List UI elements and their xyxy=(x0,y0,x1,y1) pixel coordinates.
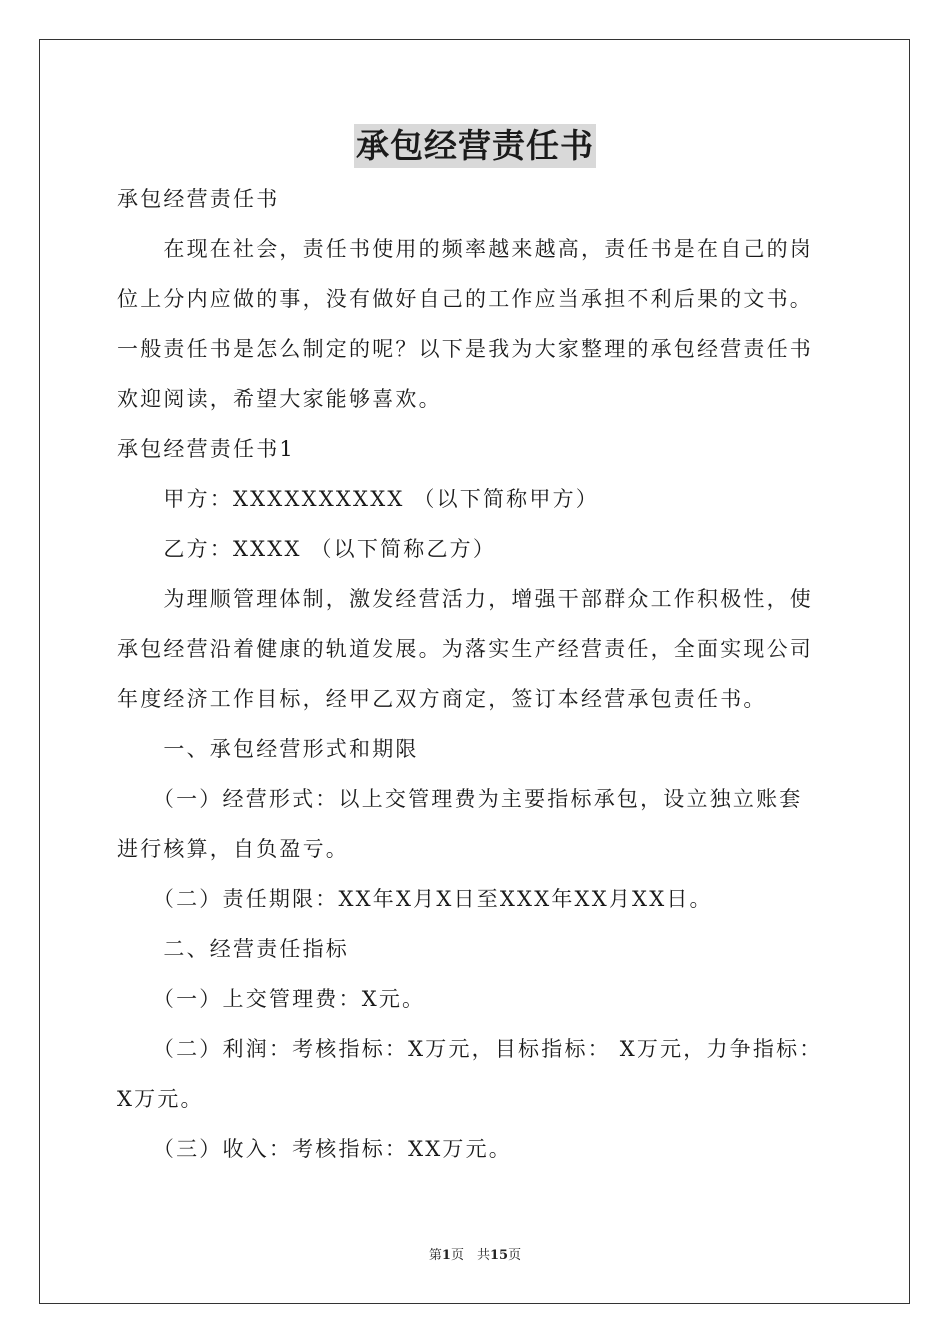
party-a-line: 甲方：XXXXXXXXXX （以下简称甲方） xyxy=(117,487,599,511)
body-line-4: 一般责任书是怎么制定的呢？以下是我为大家整理的承包经营责任书 xyxy=(117,337,813,361)
page-prefix: 第 xyxy=(428,1248,442,1263)
party-b-line: 乙方：XXXX （以下简称乙方） xyxy=(117,537,497,561)
body-line-14: 进行核算，自负盈亏。 xyxy=(117,837,349,861)
body-line-13: （一）经营形式：以上交管理费为主要指标承包，设立独立账套 xyxy=(117,787,803,811)
body-line-3: 位上分内应做的事，没有做好自己的工作应当承担不利后果的文书。 xyxy=(117,287,813,311)
clause-heading-2: 二、经营责任指标 xyxy=(117,937,349,961)
body-line-17: （一）上交管理费：X元。 xyxy=(117,987,426,1011)
page-current: 1 xyxy=(441,1248,451,1263)
document-title: 承包经营责任书 xyxy=(354,124,596,168)
page-total: 15 xyxy=(489,1248,509,1263)
clause-heading-1: 一、承包经营形式和期限 xyxy=(117,737,419,761)
page-footer xyxy=(0,1247,950,1265)
body-line-2: 在现在社会，责任书使用的频率越来越高，责任书是在自己的岗 xyxy=(117,237,813,261)
body-line-15: （二）责任期限：XX年X月X日至XXX年XX月XX日。 xyxy=(117,887,713,911)
section-heading-1: 承包经营责任书1 xyxy=(117,437,295,461)
body-line-10: 承包经营沿着健康的轨道发展。为落实生产经营责任，全面实现公司 xyxy=(117,637,813,661)
page-middle: 页 共 xyxy=(450,1248,490,1263)
body-line-1: 承包经营责任书 xyxy=(117,187,280,211)
body-line-18: （二）利润：考核指标：X万元，目标指标： X万元，力争指标： xyxy=(117,1037,823,1061)
title-container xyxy=(0,124,950,168)
body-line-19: X万元。 xyxy=(117,1087,204,1111)
page-suffix: 页 xyxy=(508,1248,522,1263)
body-line-11: 年度经济工作目标，经甲乙双方商定，签订本经营承包责任书。 xyxy=(117,687,767,711)
body-line-9: 为理顺管理体制，激发经营活力，增强干部群众工作积极性，使 xyxy=(117,587,813,611)
body-line-5: 欢迎阅读，希望大家能够喜欢。 xyxy=(117,387,442,411)
body-line-20: （三）收入：考核指标：XX万元。 xyxy=(117,1137,512,1161)
page-border xyxy=(39,39,910,1304)
